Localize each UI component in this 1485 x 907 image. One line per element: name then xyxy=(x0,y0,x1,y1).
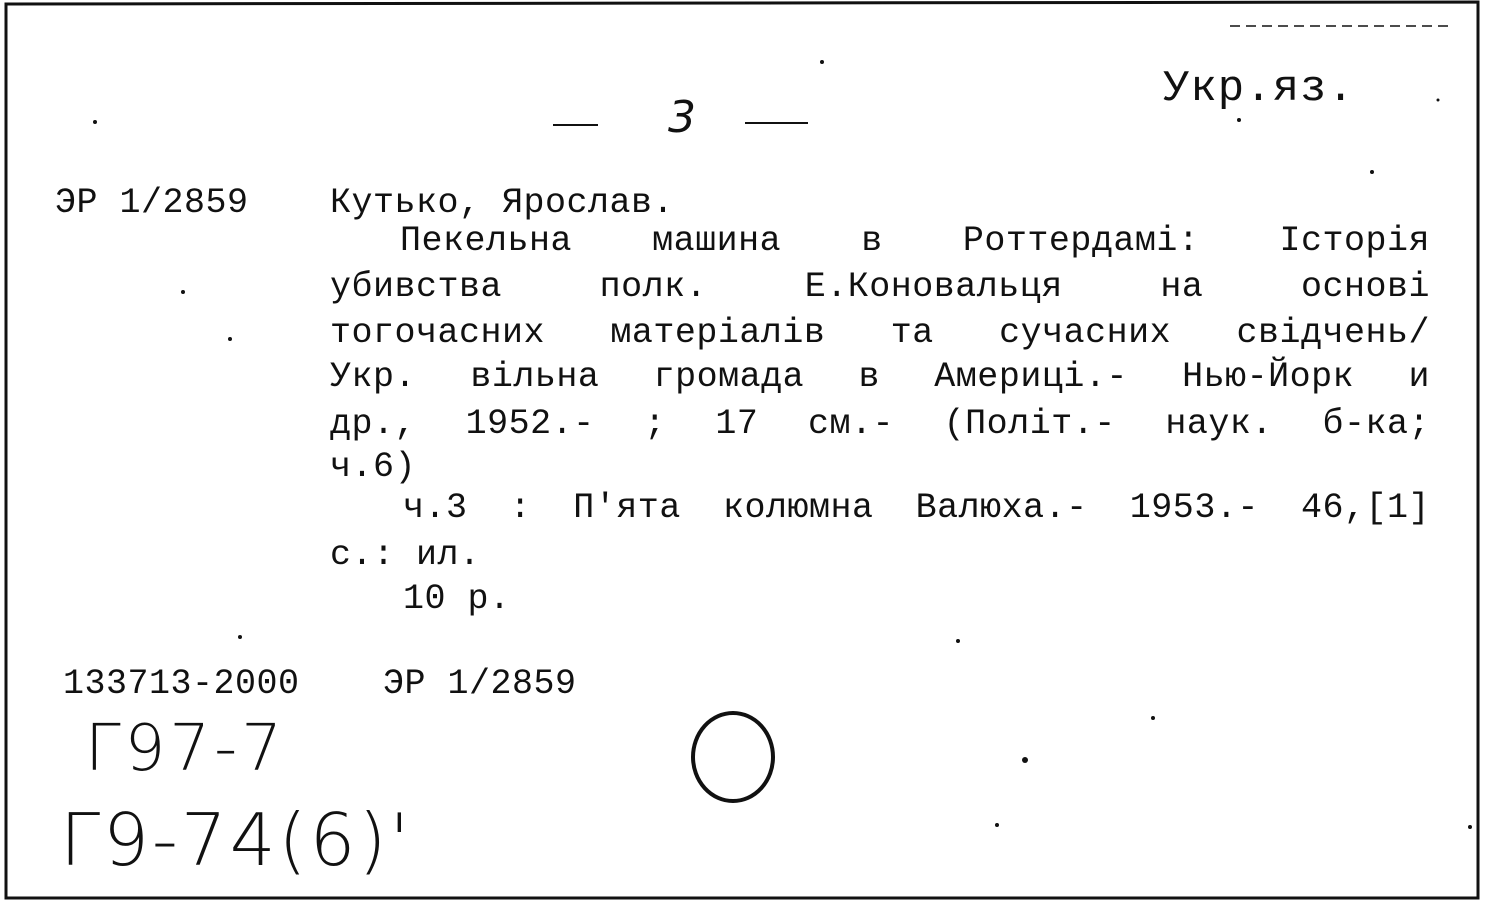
inventory-call-number: ЭР 1/2859 xyxy=(383,664,577,704)
handwritten-code-2: Г9-74(6)' xyxy=(60,798,413,882)
inventory-number: 133713-2000 xyxy=(63,664,300,704)
price: 10 р. xyxy=(403,579,511,619)
author-name: Кутько, Ярослав. xyxy=(330,183,675,223)
subject-heading: Укр.яз. xyxy=(1163,64,1355,114)
title-line-1: Пекельна машина в Роттердамі: Історія xyxy=(400,221,1430,261)
part-line: ч.3 : П'ята колюмна Валюха.- 1953.- 46,[1] xyxy=(403,488,1430,528)
imprint-line-2: др., 1952.- ; 17 см.- (Політ.- наук. б-ка; xyxy=(330,404,1430,444)
call-number: ЭР 1/2859 xyxy=(55,183,249,223)
imprint-line-1: Укр. вільна громада в Америці.- Нью-Йорк и xyxy=(330,357,1430,397)
part-line-continued: с.: ил. xyxy=(330,535,481,575)
handwritten-code-1: Г97-7 xyxy=(85,712,286,786)
page-mark: 3 xyxy=(668,92,696,143)
title-line-3: тогочасних матеріалів та сучасних свідчень/ xyxy=(330,313,1430,353)
series-number: ч.6) xyxy=(330,447,417,487)
title-line-2: убивства полк. Е.Коновальця на основі xyxy=(330,267,1430,307)
punch-hole xyxy=(693,713,773,801)
